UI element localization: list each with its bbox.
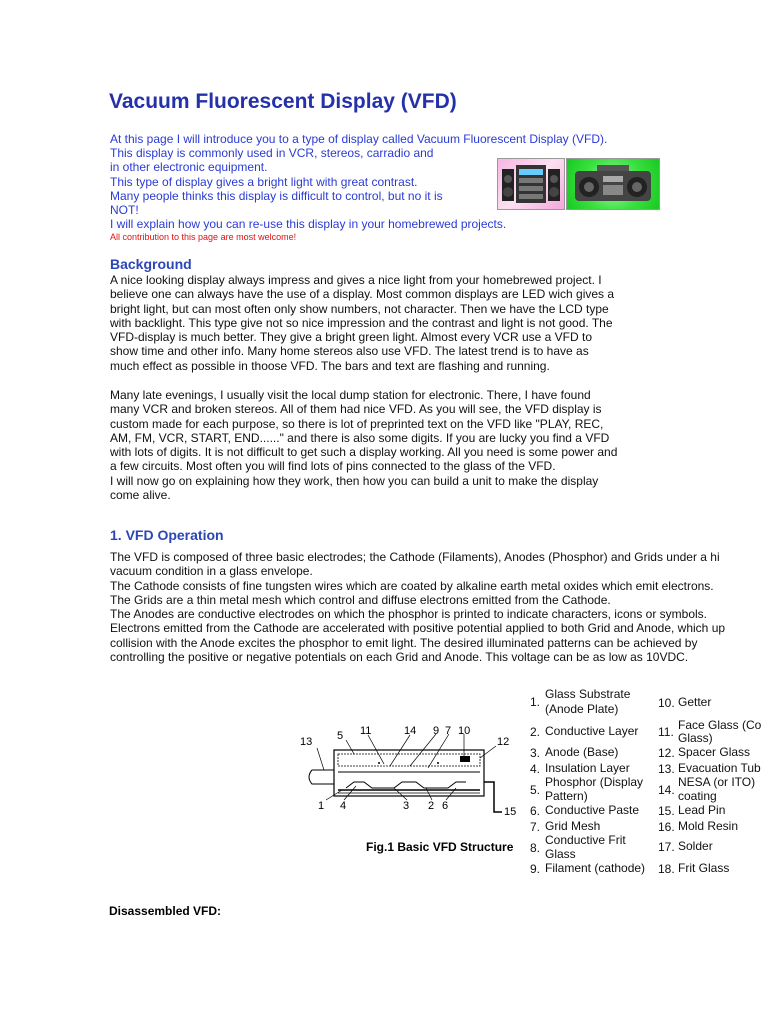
text-line: a few circuits. Most often you will find lots of pins connected to the glass of the VFD. — [110, 459, 556, 474]
diagram-label: 12 — [497, 736, 510, 748]
diagram-label: 15 — [504, 806, 517, 818]
diagram-label: 5 — [337, 730, 344, 742]
text-line: The Anodes are conductive electrodes on which the phosphor is printed to indicate characters, icons or symbols. — [110, 607, 707, 622]
background-paragraph-1 — [110, 273, 614, 373]
diagram-label: 2 — [428, 800, 435, 812]
text-line: VFD-display is much better. They give a bright green light. Almost every VCR use a VFD to — [110, 330, 592, 345]
text-line: with lots of digits. It is not difficult to get such a display working. All you need is some power and — [110, 445, 618, 460]
diagram-label: 11 — [360, 725, 372, 737]
background-paragraph-2 — [110, 388, 617, 502]
page: Vacuum Fluorescent Display (VFD) At this page I will introduce you to a type of display called Vacuum Fluorescent Display (VFD). This display is commonly used in VCR, stereos, carradio and in other electronic equipment. This type of display gives a bright light with great contrast. Many people thinks this display is difficult to control, but no it is NOT! I will explain how you can re-use this display in your homebrewed projects. All contribution to this page are most welcome! Background A nice looking display always impress and gives a nice light from your homebrewed project. I believe one can always have the use of a display. Most common displays are LED wich gives a bright light, but can most often only show numbers, not character. Then we have the LCD type with backlight. This type give not so nice impression and the contrast and light is not good. The VFD-display is much better. They give a bright green light. Almost every VCR use a VFD to show time and other info. Many home stereos also use VFD. The latest trend is to have as much effect as possible in thoose VFD. The bars and text are flashing and running. Many late evenings, I usually visit the local dump station for electronic. There, I have found many VCR and broken stereos. All of them had nice VFD. As you will see, the VFD display is custom made for each purpose, so there is lot of preprinted text on the VFD like "PLAY, REC, AM, FM, VCR, START, END......" and there is also some digits. If you are lucky you find a VFD with lots of digits. It is not difficult to get such a display working. All you need is some power and a few circuits. Most often you will find lots of pins connected to the glass of the VFD. I will now go on explaining how they work, then how you can build a unit to make the display come alive. 1. VFD Operation The VFD is composed of three basic electrodes; the Cathode (Filaments), Anodes (Phosphor) and Grids under a hi vacuum condition in a glass envelope. The Cathode consists of fine tungsten wires which are coated by alkaline earth metal oxides which emit electrons. The Grids are a thin metal mesh which control and diffuse electrons emitted from the Cathode. The Anodes are conductive electrodes on which the phosphor is printed to indicate characters, icons or symbols. Electrons emitted from the Cathode are accelerated with positive potential applied to both Grid and Anode, which up collision with the Anode excites the phosphor to emit light. The desired illuminated patterns can be achieved by controlling the positive or negative potentials on each Grid and Anode. This voltage can be as low as 10VDC. 13 5 11 14 9 7 10 12 1 4 3 2 6 15 Fig.1 Basic VFD Structure 1. Glass Substrate (Anode Plate) 2. Conductive Layer 3. Anode (Base) 4. Insulation Layer 5. Phosphor (Display Pattern) 6. Conductive Paste 7. Grid Mesh 8. Conductive Frit Glass 9. Filament (cathode) 10. Getter 11. Face Glass (Co Glass) 12. Spacer Glass 13. Evacuation Tub 14. NESA (or ITO) coating 15. Lead Pin 16. Mold Resin 17. Solder 18. Frit Glass Disassembled VFD: — [109, 90, 762, 918]
intro-line: I will explain how you can re-use this display in your homebrewed projects. — [110, 217, 507, 232]
stereo-system-image — [497, 158, 565, 210]
text-line: Many late evenings, I usually visit the local dump station for electronic. There, I have found — [110, 388, 591, 402]
page-title: Vacuum Fluorescent Display (VFD) — [109, 90, 457, 113]
diagram-label: 6 — [442, 800, 449, 812]
diagram-label: 13 — [300, 736, 313, 748]
intro-line: Many people thinks this display is difficult to control, but no it is — [110, 188, 443, 203]
vfd-operation-heading: 1. VFD Operation — [110, 527, 224, 543]
text-line: The VFD is composed of three basic electrodes; the Cathode (Filaments), Anodes (Phosphor) and Grids under a hi — [110, 550, 720, 564]
text-line: AM, FM, VCR, START, END......" and there is also some digits. If you are lucky you find a VFD — [110, 430, 610, 445]
boombox-image — [566, 158, 660, 210]
text-line: The Cathode consists of fine tungsten wires which are coated by alkaline earth metal oxides which emit electrons. — [110, 578, 714, 593]
text-line: many VCR and broken stereos. All of them had nice VFD. As you will see, the VFD display is — [110, 402, 602, 417]
vfd-structure-diagram — [298, 722, 520, 818]
text-line: vacuum condition in a glass envelope. — [110, 564, 313, 579]
diagram-label: 1 — [318, 800, 325, 812]
text-line: The Grids are a thin metal mesh which control and diffuse electrons emitted from the Cathode. — [110, 592, 611, 607]
intro-line: NOT! — [110, 203, 139, 218]
intro-line: At this page I will introduce you to a type of display called Vacuum Fluorescent Display (VFD). — [110, 132, 608, 146]
diagram-label: 10 — [458, 725, 471, 737]
text-line: controlling the positive or negative potentials on each Grid and Anode. This voltage can be as low as 10VDC. — [110, 650, 689, 665]
diagram-label: 7 — [445, 725, 452, 737]
text-line: much effect as possible in thoose VFD. The bars and text are flashing and running. — [110, 358, 550, 373]
text-line: come alive. — [110, 488, 171, 503]
diagram-label: 3 — [403, 800, 410, 812]
text-line: custom made for each purpose, so there is lot of preprinted text on the VFD like "PLAY, REC, — [110, 416, 604, 431]
intro-line: This display is commonly used in VCR, stereos, carradio and — [110, 146, 434, 161]
diagram-label: 14 — [404, 725, 417, 737]
vfd-operation-paragraph — [110, 550, 725, 664]
text-line: with backlight. This type give not so nice impression and the contrast and light is not good. The — [110, 315, 613, 330]
text-line: collision with the Anode excites the phosphor to emit light. The desired illuminated patterns can be achieved by — [110, 635, 698, 650]
text-line: A nice looking display always impress and gives a nice light from your homebrewed project. I — [110, 273, 602, 287]
figure-caption: Fig.1 Basic VFD Structure — [366, 840, 514, 854]
text-line: show time and other info. Many home stereos also use VFD. The latest trend is to have as — [110, 344, 589, 359]
intro-line: in other electronic equipment. — [110, 160, 268, 175]
diagram-label: 4 — [340, 800, 347, 812]
diagram-label: 9 — [433, 725, 440, 737]
text-line: bright light, but can most often only show numbers, not character. Then we have the LCD type — [110, 301, 609, 316]
text-line: believe one can always have the use of a display. Most common displays are LED wich gives a — [110, 287, 615, 302]
text-line: Electrons emitted from the Cathode are accelerated with positive potential applied to both Grid and Anode, which up — [110, 621, 726, 636]
intro-line: This type of display gives a bright light with great contrast. — [110, 174, 418, 189]
disassembled-heading: Disassembled VFD: — [109, 904, 222, 918]
background-heading: Background — [110, 256, 192, 272]
contribution-note: All contribution to this page are most welcome! — [110, 232, 297, 243]
text-line: I will now go on explaining how they work, then how you can build a unit to make the display — [110, 473, 599, 488]
